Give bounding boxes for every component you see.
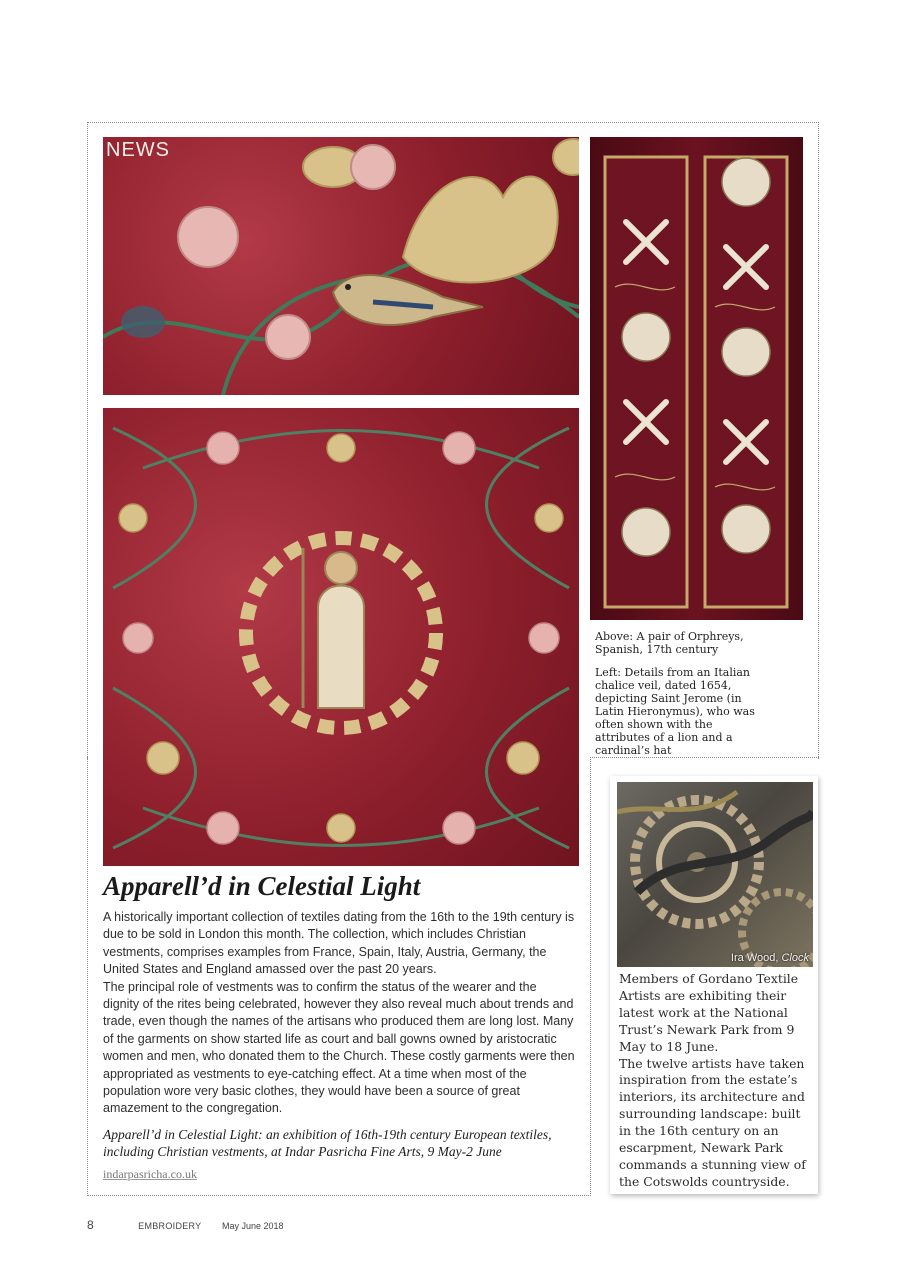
bird-embroidery-art xyxy=(103,137,579,395)
photo-credit xyxy=(731,952,809,964)
caption-above: Above: A pair of Orphreys, Spanish, 17th century xyxy=(595,630,744,656)
orphreys-image xyxy=(590,137,803,620)
website-link[interactable]: indarpasricha.co.uk xyxy=(103,1166,197,1181)
frame-bottom-right-line xyxy=(590,757,819,758)
chalice-veil-image xyxy=(103,408,579,866)
clock-artwork-art xyxy=(617,782,813,967)
sidebar-text xyxy=(619,971,814,1191)
chalice-veil-art xyxy=(103,408,579,866)
exhibition-info: Apparell’d in Celestial Light: an exhibition of 16th-19th century European textiles, including Christian vestments, at Indar Pasricha Fine Arts, 9 May-2 June xyxy=(103,1126,552,1159)
caption-left: Left: Details from an Italian chalice veil, dated 1654, depicting Saint Jerome (in Latin Hieronymus), who was often shown with the attributes of a lion and a cardinal’s hat xyxy=(595,666,755,757)
clock-artwork-image xyxy=(617,782,813,967)
article-paragraph-1: A historically important collection of textiles dating from the 16th to the 19th century is due to be sold in London this month. The collection, which includes Christian vestments, comprises examples from France, Spain, Italy, Austria, Germany, the United States and England amassed over the past 20 years. xyxy=(103,910,575,977)
photo-credit-title: Clock xyxy=(781,952,809,964)
page-number: 8 xyxy=(87,1218,94,1232)
article-paragraph-2: The principal role of vestments was to confirm the status of the wearer and the dignity of the rites being celebrated, however they also reveal much about trends and trade, even though the names of the artisans who produced them are long lost. Many of the garments on show started life as court and ball gowns owned by aristocratic women and men, who donated them to the Church. These costly garments were then appropriated as vestments to eye-catching effect. At a time when most of the population wore very basic clothes, they would have been a source of great amazement to the congregation. xyxy=(103,979,575,1116)
magazine-name: EMBROIDERY xyxy=(138,1221,202,1231)
photo-credit-artist: Ira Wood, xyxy=(730,952,779,964)
issue-date: May June 2018 xyxy=(221,1221,284,1231)
bird-embroidery-image xyxy=(103,137,579,395)
sidebar-paragraph-1: Members of Gordano Textile Artists are exhibiting their latest work at the National Trust’s Newark Park from 9 May to 18 June. xyxy=(619,971,799,1054)
orphreys-art xyxy=(590,137,803,620)
article-body xyxy=(103,909,575,1183)
section-label: NEWS xyxy=(106,139,170,161)
sidebar-paragraph-2: The twelve artists have taken inspiration from the estate’s interiors, its architecture and surrounding landscape: built in the 16th century on an escarpment, Newark Park commands a stunning view of the Cotswolds countryside. xyxy=(619,1055,806,1189)
page-footer xyxy=(87,1216,284,1234)
article-headline: Apparell’d in Celestial Light xyxy=(103,871,421,901)
